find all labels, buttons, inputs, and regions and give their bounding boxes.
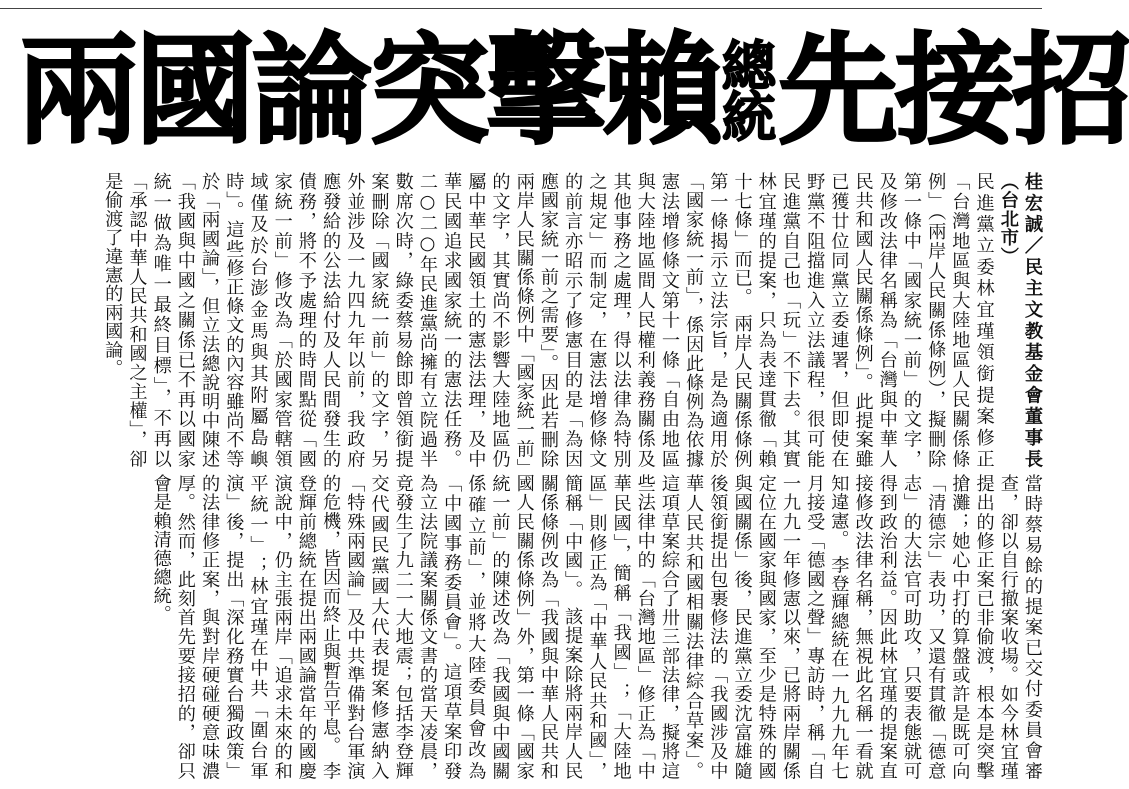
byline: 桂宏誠／民主文教基金會董事長（台北市） — [997, 172, 1043, 468]
headline-part-2: 賴 — [603, 22, 720, 161]
paragraph-7: 李登輝前總統在提出兩國論當年的國慶演說中，仍主張兩岸「追求未來的和平統一」；林宜瑾在中共「圍台軍演」後，提出「深化務實台獨政策」的法律修正案，與對岸硬碰硬意味濃厚。然而，此刻首先要接招的，卻只會是賴清德總統。 — [150, 474, 342, 780]
paragraph-4: 當時蔡易餘的提案已交付委員會審查，卻以自行撤案收場。如今林宜瑾提出的修正案已非偷渡，根本是突擊搶灘；她心中打的算盤或許是既可向「清德宗」表功，又還有貫徹「德意志」的大法官可助攻，只要表態就可得到政治利益。因此林宜瑾的提案直接修改法律名稱，無視此名稱一看就知違憲。 — [828, 474, 1043, 780]
headline-part-3: 先接招 — [778, 22, 1129, 161]
paragraph-5: 李登輝總統在一九九九年七月接受「德國之聲」專訪時，稱「自一九九一年修憲以來，已將兩岸關係定位在國家與國家，至少是特殊的國與國關係」後，民進黨立委沈富雄隨後領銜提出包裹修法的「我國涉及中華人民共和國相關法律綜合草案」。這項草案綜合了卅三部法律，擬將這些法律中的「台灣地區」修正為「中華民國」，簡稱「我國」；「大陸地區」則修正為「中華人民共和國」，簡稱「中國」。 — [562, 474, 850, 780]
top-rule — [0, 8, 1042, 9]
headline-small-bottom: 統 — [722, 86, 776, 149]
paragraph-2: 兩岸人民關係條例第一條揭示立法宗旨，是為適用於「國家統一前」，係因此條例為依據憲法增修條文第十一條「自由地區與大陸地區間人民權利義務關係及其他事務之處理，得以法律為特別之規定」而制定，在憲法增修條文的前言亦昭示了修憲目的是「為因應國家統一前之需要」。因此若刪除兩岸人民關係條例中「國家統一前」的文字，其實尚不影響大陸地區仍屬中華民國領土的憲法法理，及中華民國追求國家統一的憲法任務。 — [441, 172, 753, 468]
paragraph-3: 二○二○年民進黨尚擁有立院過半數席次時，綠委蔡易餘即曾領銜提案刪除「國家統一前」的文字，另外並涉及一九四九年以前，我政府應發給的公法給付及人民間發生的債務，將不予處理的時間點從「國家統一前」修改為「於國家管轄領域僅及於台澎金馬與其附屬島嶼時」。這些修正條文的內容雖尚不等於「兩國論」，但立法總說明中陳述「我國與中國之關係已不再以國家統一做為唯一最終目標」，不再以「承認中華人民共和國之主權」，卻是偷渡了違憲的兩國論。 — [102, 172, 438, 468]
article-lower-block — [14, 474, 1044, 780]
article-upper-block — [14, 172, 1044, 468]
headline-small-stack — [722, 34, 776, 149]
headline-part-1: 兩國論突擊 — [18, 22, 603, 161]
article-body — [14, 172, 1044, 782]
paragraph-1: 民進黨立委林宜瑾領銜提案修正「台灣地區與大陸地區人民關係條例」（兩岸人民關係條例），擬刪除第一條中「國家統一前」的文字，及修改法律名稱為「台灣與中華人民共和國人民關係條例」。此提案雖已獲廿位同黨立委連署，但即使在野黨不阻擋進入立法議程，很可能民進黨自己也「玩」不下去。其實林宜瑾的提案，只為表達貫徹「賴十七條」而已。 — [731, 172, 995, 468]
headline — [18, 22, 1129, 162]
headline-small-top: 總 — [722, 34, 776, 98]
paragraph-6: 該提案除將兩岸人民關係條例改為「我國與中華人民共和國人民關係條例」外，第一條「國家統一前」的陳述改為「我國與中國關係確立前」，並將大陸委員會改為「中國事務委員會」。這項草案印發為立法院議案關係文書的當天凌晨，竟發生了九二一大地震；包括李登輝交代國民黨國大代表提案修憲納入「特殊兩國論」及中共準備對台軍演的危機，皆因而終止與暫告平息。 — [320, 474, 584, 780]
